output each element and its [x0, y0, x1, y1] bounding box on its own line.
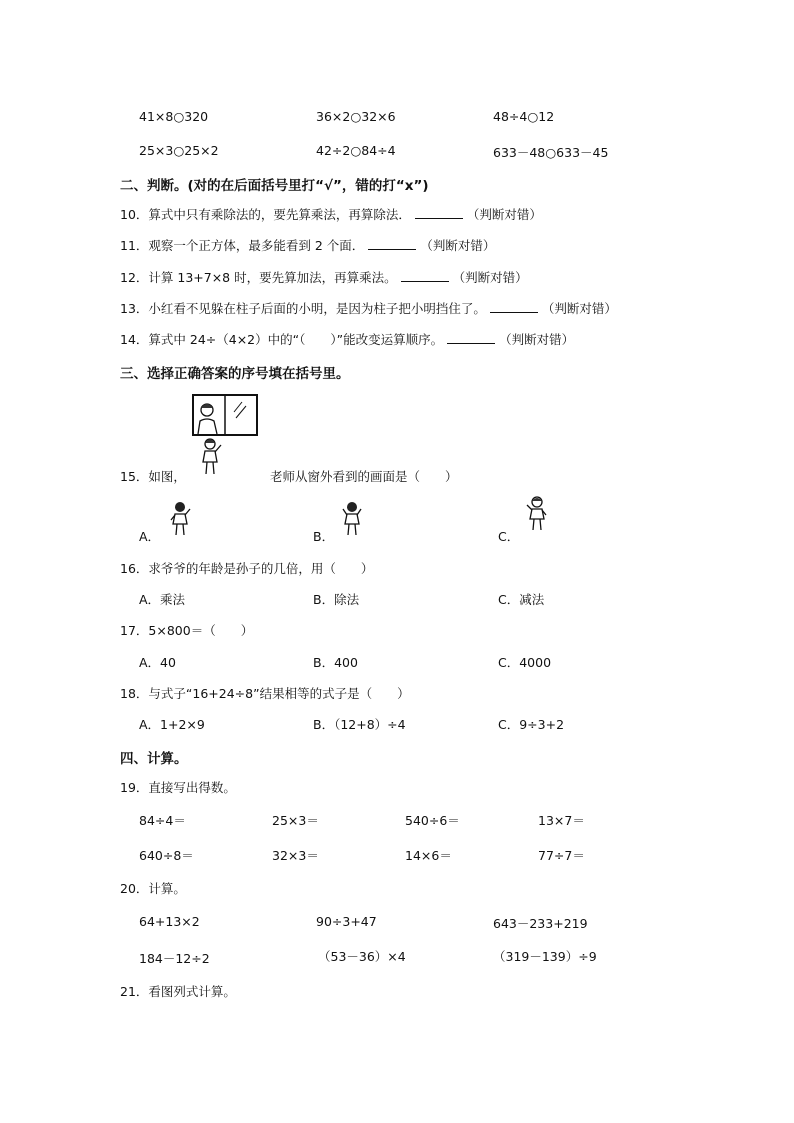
judge-question-14 — [120, 330, 574, 348]
question-text: 小红看不见躲在柱子后面的小明，是因为柱子把小明挡住了。 — [148, 301, 486, 316]
section2-heading: 二、判断。(对的在后面括号里打“√”，错的打“x”) — [120, 178, 429, 194]
compare-item: 25×3○25×2 — [139, 143, 219, 158]
option-a: A．乘法 — [139, 592, 186, 607]
judge-question-12 — [120, 268, 528, 286]
question-tail: （判断对错） — [541, 301, 617, 316]
window-teacher-figure — [192, 394, 262, 478]
question-19: 19．直接写出得数。 — [120, 780, 236, 795]
oral-calc-item: 25×3＝ — [272, 813, 319, 828]
question-20: 20．计算。 — [120, 881, 186, 896]
option-b: B．（12+8）÷4 — [313, 717, 406, 732]
compare-item: 42÷2○84÷4 — [316, 143, 396, 158]
oral-calc-item: 84÷4＝ — [139, 813, 186, 828]
question-number: 14． — [120, 332, 149, 347]
compare-item: 36×2○32×6 — [316, 109, 396, 124]
calc-item: 643－233+219 — [493, 916, 588, 931]
section3-heading: 三、选择正确答案的序号填在括号里。 — [120, 366, 350, 382]
question-15-prefix: 15．如图， — [120, 469, 186, 484]
compare-item: 48÷4○12 — [493, 109, 555, 124]
answer-blank[interactable] — [490, 300, 538, 313]
oral-calc-item: 640÷8＝ — [139, 848, 194, 863]
section4-heading: 四、计算。 — [120, 751, 188, 767]
question-15-text: 老师从窗外看到的画面是（ ） — [270, 469, 458, 484]
answer-blank[interactable] — [415, 206, 463, 219]
question-tail: （判断对错） — [466, 207, 542, 222]
oral-calc-item: 540÷6＝ — [405, 813, 460, 828]
question-text: 计算 13+7×8 时，要先算加法，再算乘法。 — [148, 270, 397, 285]
question-number: 12． — [120, 270, 149, 285]
oral-calc-item: 32×3＝ — [272, 848, 319, 863]
calc-item: 64+13×2 — [139, 914, 200, 929]
child-figure-c-icon — [523, 495, 549, 533]
calc-item: （319－139）÷9 — [493, 949, 597, 964]
judge-question-13 — [120, 299, 617, 317]
option-b: B．除法 — [313, 592, 360, 607]
answer-blank[interactable] — [401, 269, 449, 282]
oral-calc-item: 14×6＝ — [405, 848, 452, 863]
judge-question-10 — [120, 205, 542, 223]
question-18: 18．与式子“16+24÷8”结果相等的式子是（ ） — [120, 686, 410, 701]
question-text: 算式中只有乘除法的，要先算乘法，再算除法． — [148, 207, 411, 222]
compare-item: 41×8○320 — [139, 109, 209, 124]
question-tail: （判断对错） — [452, 270, 528, 285]
option-b-label: B． — [313, 529, 335, 544]
option-c-label: C． — [498, 529, 520, 544]
option-c: C．9÷3+2 — [498, 717, 565, 732]
question-text: 观察一个正方体，最多能看到 2 个面． — [148, 238, 365, 253]
question-tail: （判断对错） — [420, 238, 496, 253]
calc-item: 184－12÷2 — [139, 951, 210, 966]
child-figure-b-icon — [339, 500, 365, 538]
child-figure-a-icon — [168, 500, 194, 538]
question-number: 10． — [120, 207, 149, 222]
oral-calc-item: 13×7＝ — [538, 813, 585, 828]
answer-blank[interactable] — [447, 331, 495, 344]
question-number: 13． — [120, 301, 149, 316]
question-17: 17．5×800＝（ ） — [120, 623, 254, 638]
compare-item: 633－48○633－45 — [493, 145, 609, 160]
question-tail: （判断对错） — [499, 332, 575, 347]
calc-item: （53－36）×4 — [318, 949, 406, 964]
question-text: 算式中 24÷（4×2）中的“（ ）”能改变运算顺序。 — [148, 332, 444, 347]
question-16: 16．求爷爷的年龄是孙子的几倍，用（ ） — [120, 561, 374, 576]
option-a-label: A． — [139, 529, 161, 544]
option-c: C．减法 — [498, 592, 545, 607]
oral-calc-item: 77÷7＝ — [538, 848, 585, 863]
option-a: A．1+2×9 — [139, 717, 205, 732]
question-number: 11． — [120, 238, 149, 253]
option-a: A．40 — [139, 655, 176, 670]
question-15 — [120, 467, 186, 485]
judge-question-11 — [120, 236, 495, 254]
calc-item: 90÷3+47 — [316, 914, 377, 929]
question-21: 21．看图列式计算。 — [120, 984, 236, 999]
option-c: C．4000 — [498, 655, 552, 670]
answer-blank[interactable] — [368, 237, 416, 250]
option-b: B．400 — [313, 655, 358, 670]
